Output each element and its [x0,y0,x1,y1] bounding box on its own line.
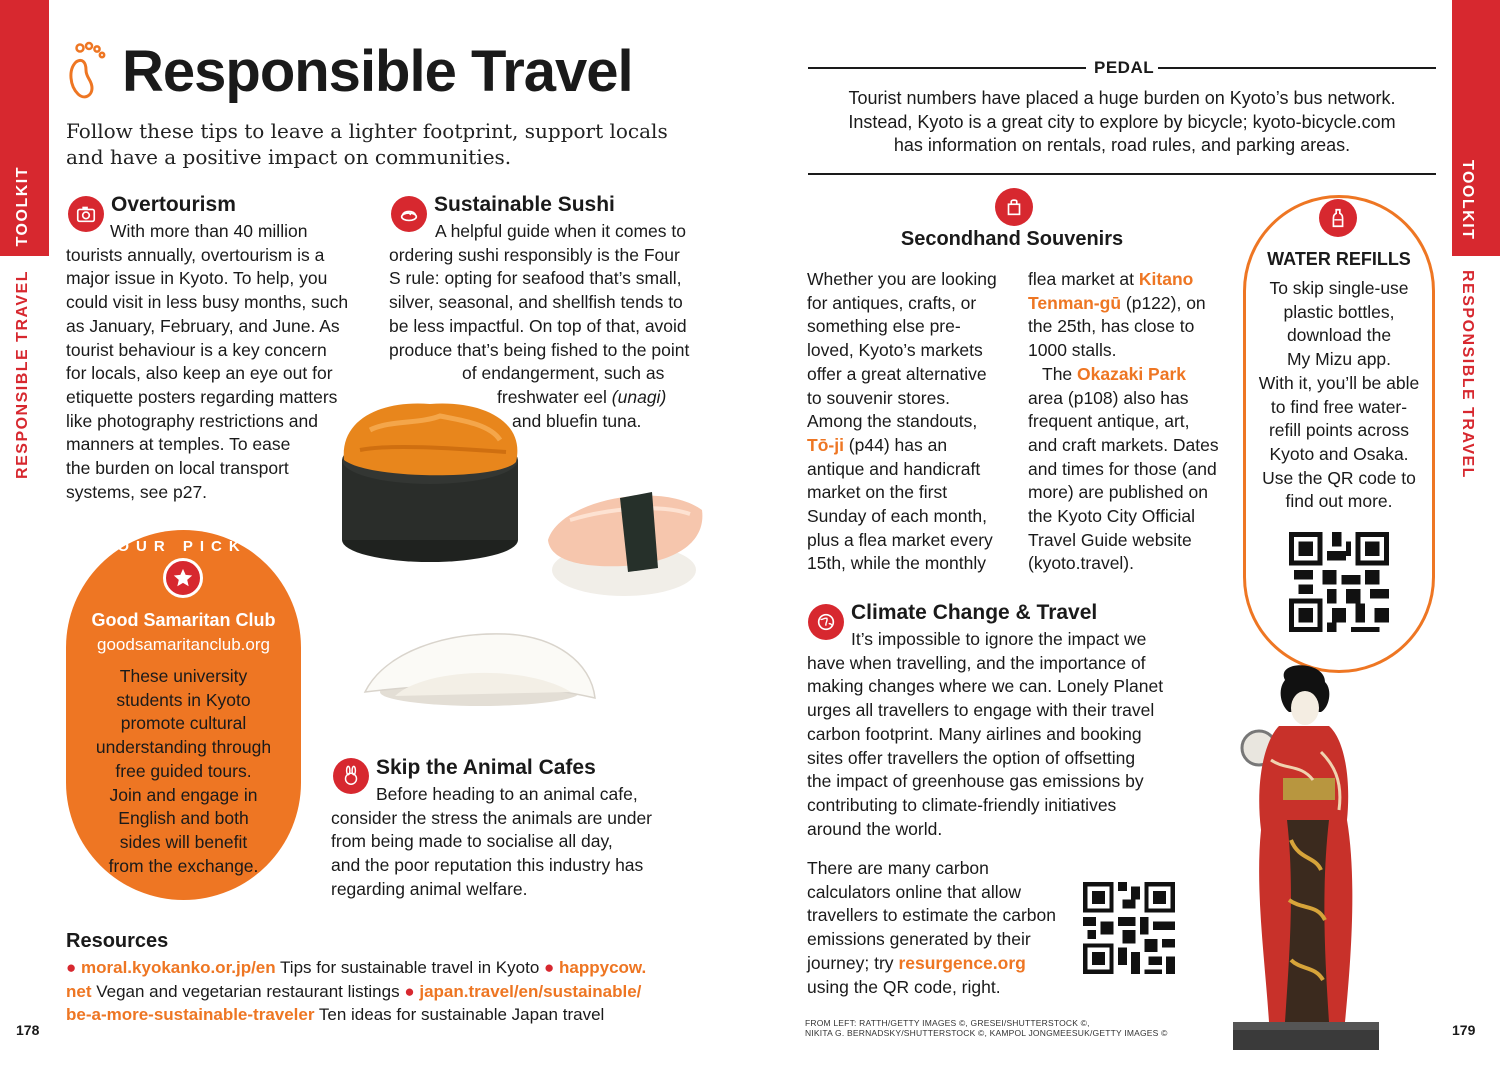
text-line: etiquette posters regarding matters [66,386,338,407]
text-line: manners at temples. To ease [66,434,291,455]
text-line: Instead, Kyoto is a great city to explore by bicycle; kyoto-bicycle.com [848,111,1396,132]
text-line: To skip single-use [1269,278,1409,298]
text-line: and the poor reputation this industry has [331,855,644,876]
text-line: Sunday of each month, [807,506,987,527]
resource-link[interactable]: happycow. [559,958,647,977]
text-line: 15th, while the monthly [807,553,986,574]
text-line: Whether you are looking [807,269,997,289]
resources-body [66,956,656,1027]
text-line [66,956,656,980]
qr-code-mymizu[interactable] [1289,532,1389,632]
text-line [807,952,1077,976]
text-line: free guided tours. [115,760,252,781]
text-line: 1000 stalls. [1028,340,1117,361]
text-line: for antiques, crafts, or [807,292,977,313]
text-line: students in Kyoto [116,689,251,710]
text-line: to find free water- [1270,396,1408,417]
star-icon [163,558,203,598]
text-span: (p122), on [1121,292,1206,313]
text-line: of endangerment, such as [462,363,665,384]
bullet: ● [544,958,555,977]
text-line: It’s impossible to ignore the impact we [851,629,1147,649]
text-line: tourist behaviour is a key concern [66,339,327,360]
text-line: for locals, also keep an eye out for [66,363,333,384]
text-line: calculators online that allow [807,881,1022,902]
text-line: the burden on local transport [66,458,289,479]
text-line: could visit in less busy months, such [66,292,349,313]
text-line: find out more. [1285,491,1393,512]
text-line: produce that’s being fished to the point [389,339,690,360]
text-line: plastic bottles, [1283,301,1395,322]
place-link[interactable]: Tō-ji [807,434,844,455]
carbon-calc-body [807,857,1077,999]
bottle-icon [1319,199,1357,237]
text-line: download the [1286,325,1392,346]
bullet: ● [404,981,415,1001]
text-line: There are many carbon [807,858,989,878]
animal-cafes-heading: Skip the Animal Cafes [376,756,596,779]
pedal-rule-bottom [808,173,1436,175]
text-line: making changes where we can. Lonely Planet [807,676,1164,697]
our-pick-badge: OUR PICK [117,538,247,555]
text-line [1028,363,1228,387]
resources-heading: Resources [66,930,169,952]
text-line: systems, see p27. [66,481,208,502]
text-line: major issue in Kyoto. To help, you [66,268,328,289]
text-line: (kyoto.travel). [1028,553,1134,574]
text-line: Kyoto and Osaka. [1269,443,1409,464]
resource-link[interactable]: japan.travel/en/sustainable/ [419,981,642,1001]
sushi-squid-image [355,612,605,712]
souvenirs-col1 [807,268,1022,576]
animal-cafes-body [331,783,671,902]
left-section-label: RESPONSIBLE TRAVEL [14,270,31,479]
right-section-label: RESPONSIBLE TRAVEL [1459,270,1476,479]
overtourism-heading: Overtourism [111,193,236,216]
pedal-heading: PEDAL [1094,58,1155,77]
text-line: from being made to socialise all day, [331,831,613,852]
text-line: area (p108) also has [1028,387,1189,408]
text-line: the 25th, has close to [1028,316,1195,337]
pedal-body [808,87,1436,158]
text-line: be less impactful. On top of that, avoid [389,315,687,336]
resource-link[interactable]: be-a-more-sustainable-traveler [66,1005,315,1025]
text-line: ordering sushi responsibly is the Four [389,244,680,265]
text-line: sites offer travellers the option of offsetting [807,747,1136,768]
text-line: frequent antique, art, [1028,411,1190,432]
text-span: freshwater eel [497,386,607,407]
our-pick-name: Good Samaritan Club [91,610,276,630]
text-line: something else pre- [807,316,961,337]
text-line: have when travelling, and the importance of [807,652,1146,673]
text-line: from the exchange. [108,855,259,876]
text-line: the Kyoto City Official [1028,506,1195,527]
text-line: urges all travellers to engage with their travel [807,700,1155,721]
text-line: A helpful guide when it comes to [435,221,686,241]
resource-link[interactable]: moral.kyokanko.or.jp/en [81,958,276,977]
text-line: around the world. [807,818,943,839]
text-line: Use the QR code to [1262,467,1416,488]
text-line: understanding through [95,737,272,758]
text-line [66,1003,656,1027]
page-title: Responsible Travel [122,39,633,104]
text-line: loved, Kyoto’s markets [807,340,983,361]
qr-code-resurgence[interactable] [1083,882,1175,974]
our-pick-body [66,665,301,878]
place-link[interactable]: Kitano [1138,269,1194,289]
text-line [1028,292,1228,316]
water-refills-heading: WATER REFILLS [1267,249,1411,269]
text-line: promote cultural [120,713,247,734]
text-line: English and both [118,808,249,829]
text-line: antique and handicraft [807,458,981,479]
text-span: (unagi) [611,386,667,407]
text-span: journey; try [807,952,899,973]
text-line [1028,268,1228,292]
text-line: market on the first [807,482,948,503]
climate-heading: Climate Change & Travel [851,601,1098,624]
text-line: has information on rentals, road rules, and parking areas. [893,135,1351,156]
text-line: These university [119,666,248,686]
text-line: silver, seasonal, and shellfish tends to [389,292,683,313]
text-line: and bluefin tuna. [512,410,642,431]
pedal-rule-left [808,67,1086,69]
souvenirs-col2 [1028,268,1228,576]
text-line: contributing to climate-friendly initiatives [807,794,1117,815]
resource-desc: Tips for sustainable travel in Kyoto [275,958,544,977]
credit-line: FROM LEFT: RATTH/GETTY IMAGES ©, GRESEI/SHUTTERSTOCK ©, [805,1018,1090,1028]
intro-text: Follow these tips to leave a lighter footprint, support locals and have a positive impact on communities. [66,119,668,169]
text-span: flea market at [1028,269,1139,289]
resurgence-link[interactable]: resurgence.org [898,952,1026,973]
text-line: Travel Guide website [1028,529,1192,550]
text-line: With it, you’ll be able [1258,372,1420,393]
our-pick-url[interactable]: goodsamaritanclub.org [97,635,270,654]
text-line: as January, February, and June. As [66,315,340,336]
text-line: travellers to estimate the carbon [807,905,1057,926]
bullet: ● [66,958,77,977]
text-line [66,980,656,1004]
footprint-icon [62,40,110,100]
text-line: consider the stress the animals are under [331,807,652,828]
sushi-shrimp-image [540,470,708,600]
text-line: emissions generated by their [807,929,1031,950]
text-line: carbon footprint. Many airlines and booking [807,723,1142,744]
text-line: regarding animal welfare. [331,878,528,899]
water-refills-body [1243,277,1435,514]
text-span: The [1042,363,1078,384]
left-toolkit-label: TOOLKIT [14,166,31,247]
text-line: Join and engage in [109,784,258,805]
text-line: sides will benefit [119,831,248,852]
text-line [807,434,1022,458]
page-number-left: 178 [16,1022,40,1038]
text-line: more) are published on [1028,482,1208,503]
text-line: Tourist numbers have placed a huge burden on Kyoto’s bus network. [848,88,1396,108]
text-line: using the QR code, right. [807,976,1001,997]
place-link[interactable]: Tenman-gū [1028,292,1122,313]
page-number-right: 179 [1452,1022,1476,1038]
text-line: like photography restrictions and [66,410,318,431]
text-line: With more than 40 million [110,221,308,241]
text-line: the impact of greenhouse gas emissions by [807,771,1144,792]
text-span: (p44) has an [843,434,948,455]
text-line: and times for those (and [1028,458,1217,479]
place-link[interactable]: Okazaki Park [1077,363,1186,384]
text-line: refill points across [1268,420,1410,441]
resource-desc: Ten ideas for sustainable Japan travel [314,1005,605,1025]
credit-line: NIKITA G. BERNADSKY/SHUTTERSTOCK ©, KAMPOL JONGMEESUK/GETTY IMAGES © [805,1028,1168,1038]
text-line: offer a great alternative [807,363,987,384]
right-toolkit-label: TOOLKIT [1459,160,1476,241]
geisha-doll-image [1225,660,1385,1055]
resource-desc: Vegan and vegetarian restaurant listings [91,981,405,1001]
text-line: Among the standouts, [807,411,978,432]
text-line: and craft markets. Dates [1028,434,1219,455]
photo-credits [805,1018,1168,1038]
sushi-uni-image [330,390,530,565]
overtourism-body [66,220,366,504]
climate-body [807,628,1187,841]
text-line: S rule: opting for seafood that’s small, [389,268,682,289]
text-line: to souvenir stores. [807,387,950,408]
text-line: tourists annually, overtourism is a [66,244,325,265]
text-line: plus a flea market every [807,529,993,550]
souvenirs-heading: Secondhand Souvenirs [900,228,1124,250]
bag-icon [995,188,1033,226]
text-line: Before heading to an animal cafe, [376,784,638,804]
pedal-rule-right [1158,67,1436,69]
resource-link[interactable]: net [66,981,92,1001]
sushi-heading: Sustainable Sushi [434,193,615,216]
text-line: My Mizu app. [1286,349,1392,370]
